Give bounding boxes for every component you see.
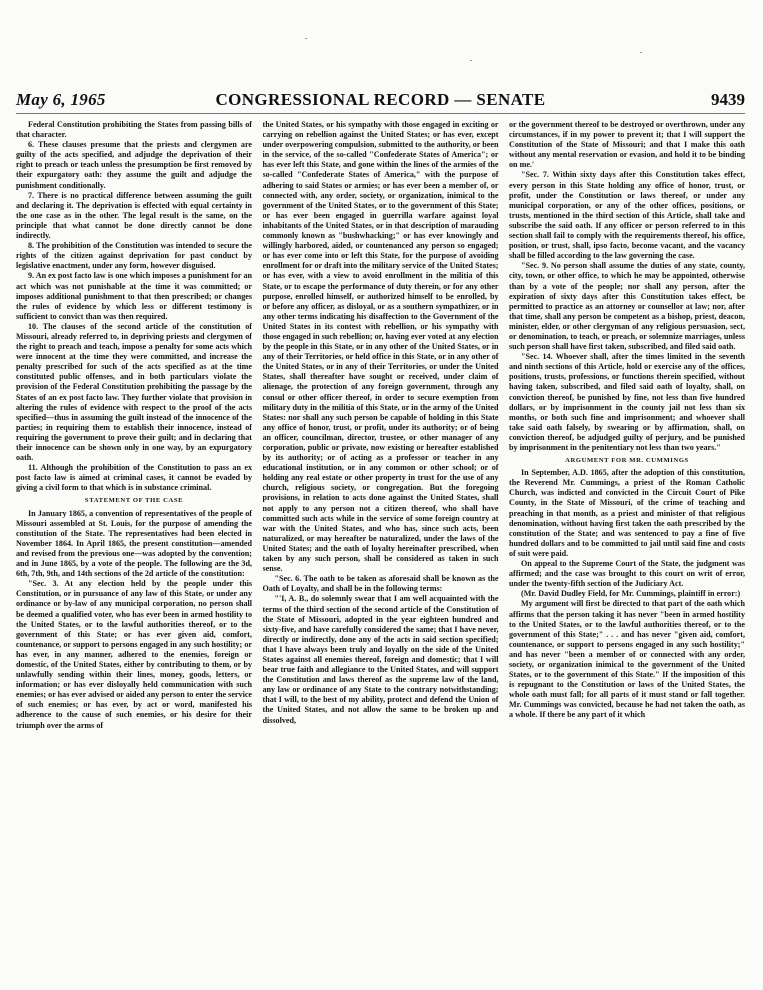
paragraph: "'I, A. B., do solemnly swear that I am well acquainted with the terms of the third section of the second article of the Constitution of the State of Missouri, adopted in the year eighteen hundred and sixty-five, and have carefully considered the same; that I have never, directly or indirectly, done any of the acts in said section specified; that I have always been truly and loyally on the side of the United States against all enemies thereof, foreign and domestic; that I will bear true faith and allegiance to the United States, and will support the Constitution and laws thereof as the supreme law of the land, any law or ordinance of any State to the contrary notwithstanding; that I will, to the best of my ability, protect and defend the Union of the United States, and not allow the same to be broken up and dissolved, <box>262 594 499 725</box>
header-title: CONGRESSIONAL RECORD — SENATE <box>215 90 546 109</box>
text-column-1 <box>16 120 252 986</box>
header-page-number: 9439 <box>711 90 745 109</box>
page-header <box>16 90 745 112</box>
scan-speck <box>470 60 472 61</box>
paragraph: In September, A.D. 1865, after the adoption of this constitution, the Reverend Mr. Cummings, a priest of the Roman Catholic Church, was indicted and convicted in the Circuit Court of Pike County, in the State of Missouri, of the crime of teaching and preaching in that month, as a priest and minister of that religious denomination, without having first taken the oath prescribed by the constitution of the State; and was sentenced to pay a fine of five hundred dollars and to be committed to jail until said fine and costs of suit were paid. <box>509 468 745 558</box>
paragraph: My argument will first be directed to that part of the oath which affirms that the person taking it has never "been in armed hostility to the United States, or to the lawful authorities thereof, or to the government of this State;" . . . and has never "given aid, comfort, countenance, or support to persons engaged in any such hostility;" and has never "been a member of or connected with any order, society, or organization inimical to the government of the United States, or to the government of this State." If the imposition of this is repugnant to the Constitution or laws of the United States, the whole oath must fall; for all parts of it must stand or fall together. Mr. Cummings was convicted, because he had not taken the oath, as a whole. If there be any part of it which <box>509 599 745 720</box>
text-columns <box>16 120 745 986</box>
paragraph: "Sec. 6. The oath to be taken as aforesaid shall be known as the Oath of Loyalty, and shall be in the following terms: <box>262 574 499 594</box>
paragraph: In January 1865, a convention of representatives of the people of Missouri assembled at St. Louis, for the purpose of amending the constitution of the State. The representatives had been elected in November 1864. In April 1865, the present constitution—amended and revised from the previous one—was adopted by the convention; and in June 1865, by a vote of the people. The following are the 3d, 6th, 7th, 9th, and 14th sections of the 2d article of the constitution: <box>16 508 252 579</box>
header-rule <box>16 113 745 114</box>
scan-speck <box>305 38 307 39</box>
section-heading: STATEMENT OF THE CASE <box>84 497 184 505</box>
text-column-3 <box>509 120 745 986</box>
text-column-2 <box>263 120 499 986</box>
paragraph: "Sec. 7. Within sixty days after this Constitution takes effect, every person in this State holding any office of honor, trust, or profit, under the Constitution or laws thereof, or under any municipal corporation, or any of the other offices, positions, or trusts, mentioned in the third section of this Article, shall take and subscribe the said oath. If any officer or person referred to in this section shall fail to comply with the requirements thereof, his office, position, or trust, shall, ipso facto, become vacant, and the vacancy shall be filled according to the law governing the case. <box>509 170 745 261</box>
paragraph: "Sec. 9. No person shall assume the duties of any state, county, city, town, or other office, to which he may be appointed, otherwise than by a vote of the people; nor shall any person, after the expiration of sixty days after this Constitution takes effect, be permitted to practice as an attorney or counsellor at law; nor, after that time, shall any person be competent as a bishop, priest, deacon, minister, elder, or other clergyman of any religious persuasion, sect, or denomination, to teach, or preach, or solemnize marriages, unless such person shall have first taken, subscribed, and filed said oath. <box>509 261 745 352</box>
paragraph: or the government thereof to be destroyed or overthrown, under any circumstances, if in my power to prevent it; that I will support the Constitution of the State of Missouri; and that I make this oath without any mental reservation or evasion, and hold it to be binding on me.' <box>509 120 745 170</box>
paragraph: 7. There is no practical difference between assuming the guilt and declaring it. The deprivation is effected with equal certainty in the one case as in the other. The legal result is the same, on the principle that what cannot be done directly cannot be done indirectly. <box>16 190 252 241</box>
paragraph: 6. These clauses presume that the priests and clergymen are guilty of the acts specified, and adjudge the deprivation of their right to preach or teach unless the presumption be first removed by their expurgatory oath: they assume the guilt and adjudge the punishment conditionally. <box>16 140 252 190</box>
paragraph: (Mr. David Dudley Field, for Mr. Cummings, plaintiff in error:) <box>521 589 741 599</box>
paragraph: "Sec. 14. Whoever shall, after the times limited in the seventh and ninth sections of this Article, hold or exercise any of the offices, positions, trusts, professions, or functions therein specified, without having taken, subscribed, and filed said oath of loyalty, shall, on conviction thereof, be punished by fine, not less than five hundred dollars, or by imprisonment in the county jail not less than six months, or both such fine and imprisonment; and whoever shall take said oath falsely, by swearing or by affirmation, shall, on conviction thereof, be adjudged guilty of perjury, and be punished by imprisonment in the penitentiary not less than two years." <box>509 352 745 452</box>
paragraph: the United States, or his sympathy with those engaged in exciting or carrying on rebellion against the United States; or has ever, except under overpowering compulsion, submitted to the authority, or been in the service, of the so-called "Confederate States of America"; or has ever left this State, and gone within the lines of the armies of the so-called "Confederate States of America," with the purpose of adhering to said States or armies; or has ever been a member of, or connected with, any order, society, or organization, inimical to the government of the United States, or to the government of this State; or has ever been engaged in guerrilla warfare against loyal inhabitants of the United States, or in that description of marauding commonly known as "bushwhacking;" or has ever knowingly and willingly harbored, aided, or countenanced any person so engaged; or has ever come into or left this State, for the purpose of avoiding enrollment for or draft into the military service of the United States; or has ever, with a view to avoid enrollment in the militia of this State, or to escape the performance of duty therein, or for any other purpose, enrolled himself, or authorized himself to be enrolled, by or before any officer, as disloyal, or as a southern sympathizer, or in any other terms indicating his disaffection to the Government of the United States in its contest with rebellion, or his sympathy with those engaged in such rebellion; or, having ever voted at any election by the people in this State, or in any other of the United States, or in any of their Territories, or held office in this State, or in any other of the United States, or in any of their Territories, or under the United States, shall thereafter have sought or received, under claim of alienage, the protection of any foreign government, through any consul or other officer thereof, in order to secure exemption from military duty in the militia of this State, or in the army of the United States: nor shall any such person be capable of holding in this State any office of honor, trust, or profit, under its authority; or of being an officer, councilman, director, trustee, or other manager of any corporation, public or private, now existing or hereafter established by its authority; or of acting as a professor or teacher in any educational institution, or in any common or other school; or of holding any real estate or other property in trust for the use of any church, religious society, or congregation. But the foregoing provisions, in relation to acts done against the United States, shall not apply to any person not a citizen thereof, who shall have committed such acts while in the service of some foreign country at war with the United States, and who has, since such acts, been naturalized, or may hereafter be naturalized, under the laws of the United States; and the oath of loyalty hereinafter prescribed, when taken by any such person, shall be considered as taken in such sense. <box>262 120 499 574</box>
header-date: May 6, 1965 <box>16 90 106 109</box>
paragraph: Federal Constitution prohibiting the States from passing bills of that character. <box>16 120 252 140</box>
paragraph: 10. The clauses of the second article of the constitution of Missouri, already referred to, in depriving priests and clergymen of the right to preach and teach, impose a penalty for some acts which were innocent at the time they were committed, and increase the penalty prescribed for such of the acts specified as at the time constituted public offenses, and in both particulars violate the provision of the Federal Constitution prohibiting the passage by the States of an ex post facto law. They further violate that provision in altering the rules of evidence with respect to the proof of the acts specified—thus in assuming the guilt instead of the innocence of the parties; in requiring them to establish their innocence, instead of requiring the government to prove their guilt; and in declaring that their innocence can be shown only in one way, by an expurgatory oath. <box>16 321 252 463</box>
section-heading: ARGUMENT FOR MR. CUMMINGS <box>565 457 689 465</box>
paragraph: "Sec. 3. At any election held by the people under this Constitution, or in pursuance of any law of this State, or under any ordinance or by-law of any municipal corporation, no person shall be deemed a qualified voter, who has ever been in armed hostility to the United States, or to the lawful authorities thereof, or to the government of this State; or has ever given aid, comfort, countenance, or support to persons engaged in any such hostility; or has ever, in any manner, adhered to the enemies, foreign or domestic, of the United States, either by contributing to them, or by unlawfully sending within their lines, money, goods, letters, or information; or has ever disloyally held communication with such enemies; or has ever advised or aided any person to enter the service of such enemies; or has ever, by act or word, manifested his adherence to the cause of such enemies, or his desire for their triumph over the arms of <box>16 579 252 730</box>
paragraph: On appeal to the Supreme Court of the State, the judgment was affirmed; and the case was brought to this court on writ of error, under the twenty-fifth section of the Judiciary Act. <box>509 559 745 589</box>
paragraph: 9. An ex post facto law is one which imposes a punishment for an act which was not punishable at the time it was committed; or imposes additional punishment to that then prescribed; or changes the rules of evidence by which less or different testimony is sufficient to convict than was then required. <box>16 271 252 321</box>
scan-speck <box>640 52 642 53</box>
paragraph: 8. The prohibition of the Constitution was intended to secure the rights of the citizen against deprivation for past conduct by legislative enactment, under any form, however disguised. <box>16 241 252 271</box>
paragraph: 11. Although the prohibition of the Constitution to pass an ex post facto law is aimed at criminal cases, it cannot be evaded by giving a civil form to that which is in substance criminal. <box>16 463 252 493</box>
